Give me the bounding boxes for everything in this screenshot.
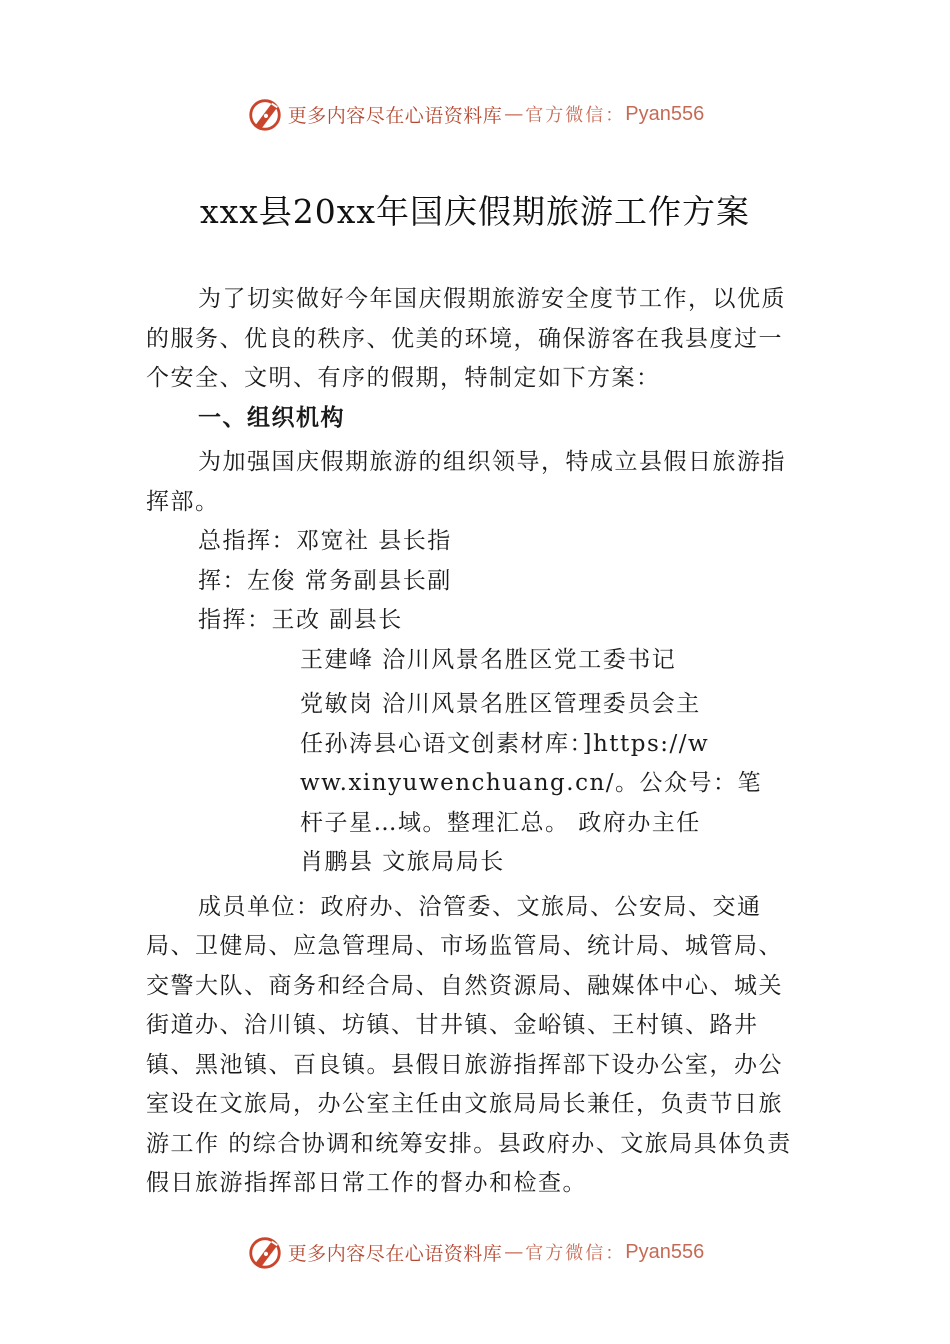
leader-line: 指挥：王改 副县长 bbox=[198, 607, 403, 633]
pen-nib-circle-logo-icon bbox=[246, 1233, 284, 1271]
member-line: 党敏岗 洽川风景名胜区管理委员会主 bbox=[300, 691, 701, 717]
member-line: ww.xinyuwenchuang.cn/。公众号：笔 bbox=[300, 770, 763, 796]
units-paragraph: 成员单位：政府办、洽管委、文旅局、公安局、交通局、卫健局、应急管理局、市场监管局、统计局、城管局、交警大队、商务和经合局、自然资源局、融媒体中心、城关街道办、洽川镇、坊镇、甘井镇、金峪镇、王村镇、路井镇、黑池镇、百良镇。县假日旅游指挥部下设办公室，办公室设在文旅局，办公室主任由文旅局局长兼任，负责节日旅游工作 的综合协调和统筹安排。县政府办、文旅局具体负责假日旅游指挥部日常工作的督办和检查。 bbox=[146, 893, 792, 1196]
footer-banner bbox=[0, 1230, 950, 1274]
header-banner bbox=[0, 92, 950, 136]
banner-main-text: 更多内容尽在心语资料库 bbox=[287, 104, 503, 127]
member-line: 任孙涛县心语文创素材库：]https://w bbox=[300, 730, 710, 757]
banner-dash: — bbox=[504, 1241, 524, 1263]
banner-main-text: 更多内容尽在心语资料库 bbox=[287, 1242, 503, 1265]
document-title: xxx县20xx年国庆假期旅游工作方案 bbox=[199, 192, 751, 231]
member-line: 王建峰 洽川风景名胜区党工委书记 bbox=[300, 646, 677, 673]
leader-line: 总指挥：邓宽社 县长指 bbox=[198, 528, 452, 554]
document-body bbox=[146, 280, 806, 1204]
section-paragraph: 为加强国庆假期旅游的组织领导，特成立县假日旅游指挥部。 bbox=[146, 449, 786, 515]
banner-wechat-id: Pyan556 bbox=[625, 102, 705, 125]
intro-paragraph: 为了切实做好今年国庆假期旅游安全度节工作，以优质的服务、优良的秩序、优美的环境，确保游客在我县度过一个安全、文明、有序的假期，特制定如下方案： bbox=[146, 286, 786, 391]
member-line: 肖鹏县 文旅局局长 bbox=[300, 849, 505, 875]
pen-nib-circle-logo-icon bbox=[246, 95, 284, 133]
section-heading: 一、组织机构 bbox=[198, 404, 345, 431]
banner-wechat-label: 官方微信： bbox=[525, 1243, 626, 1264]
member-line: 杆子星…域。整理汇总。 政府办主任 bbox=[300, 809, 701, 836]
banner-wechat-label: 官方微信： bbox=[525, 105, 626, 126]
banner-wechat-id: Pyan556 bbox=[625, 1240, 705, 1263]
leader-line: 挥：左俊 常务副县长副 bbox=[198, 567, 452, 594]
banner-dash: — bbox=[504, 103, 524, 125]
